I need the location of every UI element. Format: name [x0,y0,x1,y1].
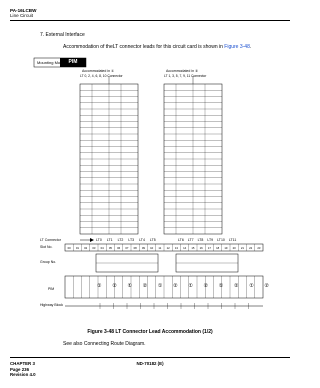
connector-diagram [30,54,270,322]
footer-doc-number: ND-70182 (E) [136,361,164,366]
see-also-text: See also Connecting Route Diagram. [63,341,146,347]
slot-number: 21 [240,245,244,250]
connector-number: ② [142,283,148,289]
intro-paragraph [63,44,251,50]
slot-number: 06 [117,245,121,250]
slot-number: 11 [158,245,162,250]
lt-label: LT5 [149,238,156,242]
slot-number: 23 [257,245,261,250]
lt-label: LT0 [96,238,102,242]
connector-number: ① [188,283,193,289]
connector-b-slots: LT 1, 3, 5, 7, 9, 11 Connector [164,74,207,78]
footer-page: Page 236 [10,366,30,372]
lt-right-labels [178,238,236,242]
lt-label: LT9 [207,238,214,242]
slot-number: 10 [150,245,154,250]
slot-number: 05 [108,245,112,250]
highway-block-label: Highway Block [40,303,63,307]
slot-number: 17 [207,245,211,250]
item-heading: 7. External Interface [40,32,85,38]
lt-left-labels [96,238,156,242]
connector-a-slots: LT 0, 2, 4, 6, 8, 10 Connector [80,74,123,78]
slot-number: 09 [141,245,145,250]
connector-number: ① [249,283,254,289]
connector-number: ② [112,283,117,289]
doc-title: PA-16LCBW [10,8,37,13]
pim-connector-numbers [97,283,269,289]
slot-number: 22 [249,245,253,250]
connector-number: ② [203,283,209,289]
figure-link[interactable]: Figure 3-48 [224,44,250,50]
pim-label: PIM [48,287,55,291]
slot-number: 14 [183,245,187,250]
group-no-label: Group No. [40,260,57,264]
slot-number: 20 [232,245,236,250]
slot-number: 03 [92,245,96,250]
connector-number: ② [264,283,269,289]
figure [30,54,270,322]
slot-number: 13 [174,245,178,250]
lt-label: LT10 [217,238,225,242]
slot-number: 16 [199,245,203,250]
lt-label: LT3 [128,238,135,242]
slot-number: 01 [75,245,79,250]
connector-number: ① [218,283,224,289]
slot-number: 15 [191,245,195,250]
lt-label: LT11 [228,238,237,242]
connector-number: ② [173,283,178,289]
footer-rule [10,357,290,358]
slot-number: 04 [100,245,104,250]
slot-no-label: Slot No. [40,245,53,249]
lt-label: LT4 [139,238,145,242]
connector-number: ① [157,283,163,289]
header-rule [10,20,290,21]
lt-label: LT8 [197,238,204,242]
doc-subtitle: Line Circuit [10,13,33,18]
slot-number: 08 [133,245,137,250]
lt-label: LT1 [106,238,113,242]
connector-number: ② [233,283,239,289]
connector-a-label: Accommodated in ① [82,69,115,73]
intro-text: Accommodation of theLT connector leads for this circuit card is shown in [63,44,225,50]
figure-caption: Figure 3-48 LT Connector Lead Accommodation (1/2) [87,329,213,335]
lt-label: LT2 [117,238,124,242]
slot-number: 02 [84,245,88,250]
mounting-module-label: Mounting Module [37,60,68,65]
slot-number: 00 [67,245,71,250]
footer-revision: Revision 4.0 [10,372,36,377]
connector-number: ① [127,283,132,289]
slot-number: 07 [125,245,129,250]
slot-number: 12 [166,245,170,250]
slot-number: 18 [216,245,220,250]
lt-connector-label: LT Connector [40,238,61,242]
intro-end: . [249,44,252,50]
connector-number: ① [97,283,102,289]
slot-number: 19 [224,245,228,250]
slot-numbers [65,245,263,252]
lt-label: LT7 [187,238,194,242]
footer-chapter: CHAPTER 3 [10,361,35,366]
connector-b-label: Accommodated in ② [166,69,199,73]
lt-label: LT6 [178,238,184,242]
module-name: PIM [68,59,78,65]
